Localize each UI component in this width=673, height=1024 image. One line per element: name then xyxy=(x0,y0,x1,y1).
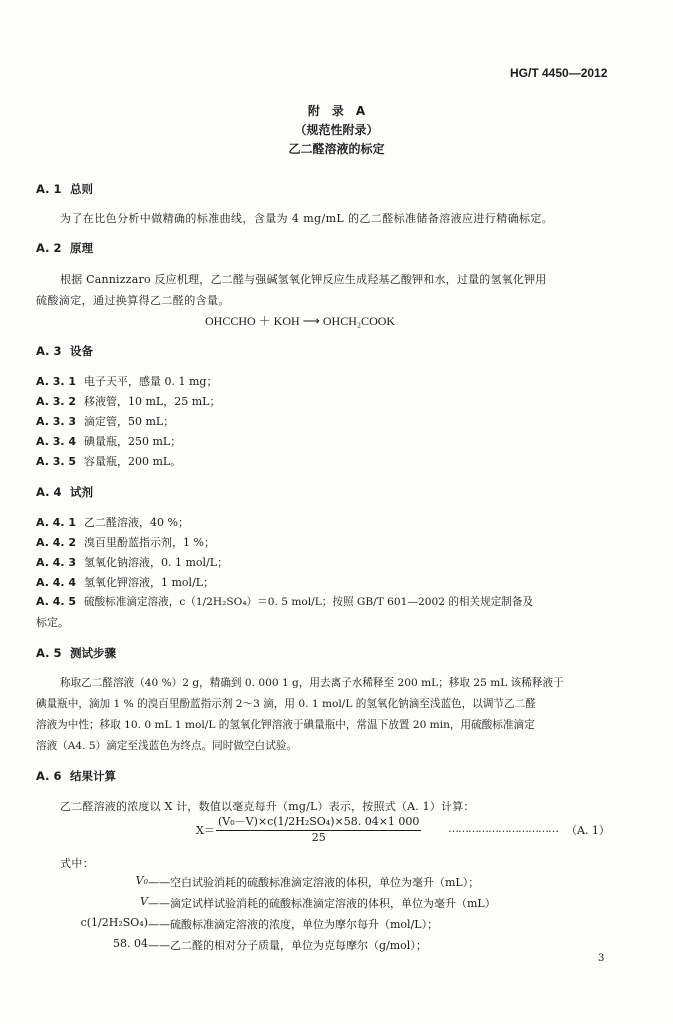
formula-denominator: 25 xyxy=(311,831,326,844)
section-heading-a5 xyxy=(36,645,116,661)
appendix-label: 附 录 A xyxy=(307,104,366,118)
section-title: 总则 xyxy=(70,182,93,196)
section-title: 设备 xyxy=(70,344,93,358)
section-heading-a1 xyxy=(36,181,93,197)
section-title: 结果计算 xyxy=(70,769,116,783)
section-heading-a4 xyxy=(36,484,93,500)
section-number: A. 6 xyxy=(36,769,62,783)
def-symbol: c(1/2H₂SO₄) xyxy=(80,916,148,929)
section-a5-line3: 溶液为中性；移取 10. 0 mL 1 mol/L 的氢氧化钾溶液于碘量瓶中，常温下放置 20 min，用硫酸标准滴定 xyxy=(36,719,535,731)
list-item-continuation: 标定。 xyxy=(36,616,69,629)
formula-leader-dots: …………………………… xyxy=(448,822,558,835)
section-heading-a6 xyxy=(36,768,116,784)
list-item: A. 3. 2 移液管，10 mL，25 mL； xyxy=(36,395,221,408)
list-item: A. 4. 4 氢氧化钾溶液，1 mol/L； xyxy=(36,576,215,589)
section-a6-intro: 乙二醛溶液的浓度以 X 计，数值以毫克每升（mg/L）表示，按照式（A. 1）计算： xyxy=(60,800,475,813)
section-a5-line4: 溶液（A4. 5）滴定至浅蓝色为终点。同时做空白试验。 xyxy=(36,740,297,752)
list-item: A. 4. 1 乙二醛溶液，40 %； xyxy=(36,516,189,529)
list-item: A. 3. 3 滴定管，50 mL； xyxy=(36,415,175,428)
list-item: A. 3. 1 电子天平，感量 0. 1 mg； xyxy=(36,375,218,388)
formula-lhs: X＝ xyxy=(196,824,215,837)
section-title: 试剂 xyxy=(70,485,93,499)
list-item: A. 4. 5 硫酸标准滴定溶液，c（1/2H₂SO₄）＝0. 5 mol/L；按照 GB/T 601—2002 的相关规定制备及 xyxy=(36,595,534,608)
section-a2-line1: 根据 Cannizzaro 反应机理，乙二醛与强碱氢氧化钾反应生成羟基乙酸钾和水，过量的氢氧化钾用 xyxy=(60,273,547,286)
section-title: 原理 xyxy=(70,241,93,255)
section-title: 测试步骤 xyxy=(70,646,116,660)
formula-label: （A. 1） xyxy=(566,824,610,837)
def-text: ——乙二醛的相对分子质量，单位为克每摩尔（g/mol）； xyxy=(148,939,427,952)
standard-number: HG/T 4450—2012 xyxy=(510,66,608,80)
def-text: ——硫酸标准滴定溶液的浓度，单位为摩尔每升（mol/L）； xyxy=(148,918,439,931)
def-text: ——滴定试样试验消耗的硫酸标准滴定溶液的体积，单位为毫升（mL） xyxy=(148,897,496,910)
section-heading-a2 xyxy=(36,240,93,256)
section-a5-line2: 碘量瓶中，滴加 1 % 的溴百里酚蓝指示剂 2～3 滴，用 0. 1 mol/L 的氢氧化钠滴至浅蓝色，以调节乙二醛 xyxy=(36,698,536,710)
section-number: A. 4 xyxy=(36,485,62,499)
section-number: A. 5 xyxy=(36,646,62,660)
def-symbol: V₀ xyxy=(135,874,148,887)
formula-numerator: (V₀－V)×c(1/2H₂SO₄)×58. 04×1 000 xyxy=(216,813,421,831)
section-a1-text: 为了在比色分析中做精确的标准曲线，含量为 4 mg/mL 的乙二醛标准储备溶液应进行精确标定。 xyxy=(60,212,554,225)
page-number: 3 xyxy=(598,953,605,964)
appendix-type: （规范性附录） xyxy=(294,123,379,137)
formula-fraction xyxy=(216,813,421,844)
list-item: A. 3. 5 容量瓶，200 mL。 xyxy=(36,455,182,468)
appendix-title: 乙二醛溶液的标定 xyxy=(288,142,385,156)
def-text: ——空白试验消耗的硫酸标准滴定溶液的体积，单位为毫升（mL）； xyxy=(148,876,480,889)
list-item: A. 3. 4 碘量瓶，250 mL； xyxy=(36,435,182,448)
section-a5-line1: 称取乙二醛溶液（40 %）2 g，精确到 0. 000 1 g，用去离子水稀释至 200 mL；移取 25 mL 该稀释液于 xyxy=(60,677,564,689)
section-number: A. 3 xyxy=(36,344,62,358)
section-number: A. 1 xyxy=(36,182,62,196)
list-item: A. 4. 3 氢氧化钠溶液，0. 1 mol/L； xyxy=(36,556,229,569)
def-symbol: V xyxy=(140,895,148,908)
where-label: 式中： xyxy=(60,857,95,870)
section-number: A. 2 xyxy=(36,241,62,255)
def-symbol: 58. 04 xyxy=(113,937,148,950)
list-item: A. 4. 2 溴百里酚蓝指示剂，1 %； xyxy=(36,536,215,549)
section-heading-a3 xyxy=(36,343,93,359)
reaction-equation: OHCCHO ＋ KOH ⟶ OHCH₂COOK xyxy=(205,314,396,328)
section-a2-line2: 硫酸滴定，通过换算得乙二醛的含量。 xyxy=(36,294,230,307)
